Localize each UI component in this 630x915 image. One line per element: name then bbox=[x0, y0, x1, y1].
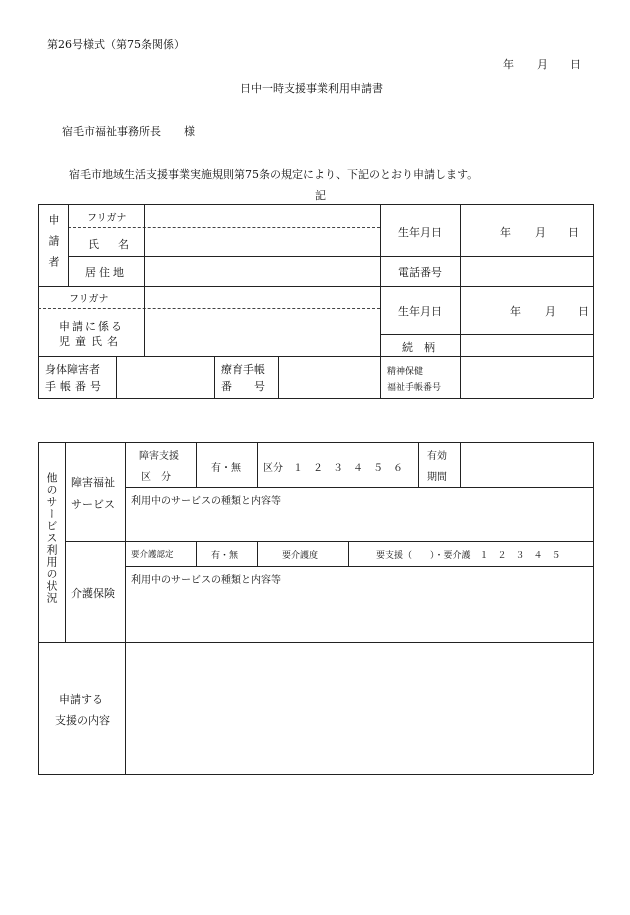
child-name-label-2: 児童氏名 bbox=[59, 335, 123, 348]
applicant-furigana-label: フリガナ bbox=[87, 213, 127, 224]
applicant-birth-month: 月 bbox=[535, 226, 546, 239]
applicant-name-label: 氏 名 bbox=[88, 238, 133, 251]
addressee-honorific: 様 bbox=[184, 125, 195, 138]
applicant-birthdate-label: 生年月日 bbox=[398, 226, 442, 239]
child-relation-label: 続 柄 bbox=[402, 341, 435, 354]
welfare-service-label-1: 障害福祉 bbox=[71, 476, 115, 489]
care-cert-label: 要介護認定 bbox=[131, 550, 174, 560]
addressee: 宿毛市福祉事務所長 bbox=[62, 125, 161, 138]
form-number: 第26号様式（第75条関係） bbox=[47, 38, 185, 51]
physical-handbook-label-1: 身体障害者 bbox=[45, 363, 100, 376]
child-birth-day: 日 bbox=[578, 305, 589, 318]
applicant-birth-year: 年 bbox=[500, 226, 511, 239]
child-birth-year: 年 bbox=[510, 305, 521, 318]
care-level-scale: 要支援（ ）・要介護 １ ２ ３ ４ ５ bbox=[376, 551, 561, 561]
child-birthdate-label: 生年月日 bbox=[398, 305, 442, 318]
request-content-label-1: 申請する bbox=[59, 693, 103, 706]
support-class-scale: 区分 １ ２ ３ ４ ５ ６ bbox=[263, 463, 403, 474]
applicant-phone-label: 電話番号 bbox=[398, 266, 442, 279]
support-class-label-1: 障害支援 bbox=[139, 451, 179, 462]
date-day: 日 bbox=[570, 58, 581, 71]
ryoiku-handbook-label-2: 番 号 bbox=[221, 380, 265, 393]
care-level-label: 要介護度 bbox=[282, 551, 319, 561]
child-birth-month: 月 bbox=[545, 305, 556, 318]
applicant-birth-day: 日 bbox=[568, 226, 579, 239]
mental-handbook-label-1: 精神保健 bbox=[387, 367, 424, 377]
date-year: 年 bbox=[503, 58, 514, 71]
request-content-label-2: 支援の内容 bbox=[55, 714, 110, 727]
support-class-label-2: 区 分 bbox=[141, 472, 171, 483]
ki-mark: 記 bbox=[315, 189, 326, 202]
care-insurance-label: 介護保険 bbox=[71, 587, 115, 600]
physical-handbook-label-2: 手帳番号 bbox=[45, 380, 105, 393]
applicant-side-label: 申請者 bbox=[47, 214, 60, 277]
page-title: 日中一時支援事業利用申請書 bbox=[240, 82, 383, 95]
welfare-service-label-2: サービス bbox=[71, 498, 115, 511]
child-furigana-label: フリガナ bbox=[69, 294, 109, 305]
date-month: 月 bbox=[537, 58, 548, 71]
support-class-yes-no: 有・無 bbox=[211, 463, 241, 474]
ryoiku-handbook-label-1: 療育手帳 bbox=[221, 363, 265, 376]
other-services-side-label: 他のサービス利用の状況 bbox=[45, 472, 58, 604]
child-name-label-1: 申請に係る bbox=[59, 320, 124, 333]
welfare-usage-label: 利用中のサービスの種類と内容等 bbox=[131, 496, 281, 507]
care-usage-label: 利用中のサービスの種類と内容等 bbox=[131, 575, 281, 586]
valid-period-label-1: 有効 bbox=[427, 451, 447, 462]
intro-text: 宿毛市地域生活支援事業実施規則第75条の規定により、下記のとおり申請します。 bbox=[69, 168, 479, 181]
valid-period-label-2: 期間 bbox=[427, 472, 447, 483]
applicant-address-label: 居住地 bbox=[85, 266, 127, 279]
mental-handbook-label-2: 福祉手帳番号 bbox=[387, 383, 442, 393]
care-cert-yes-no: 有・無 bbox=[211, 551, 239, 561]
